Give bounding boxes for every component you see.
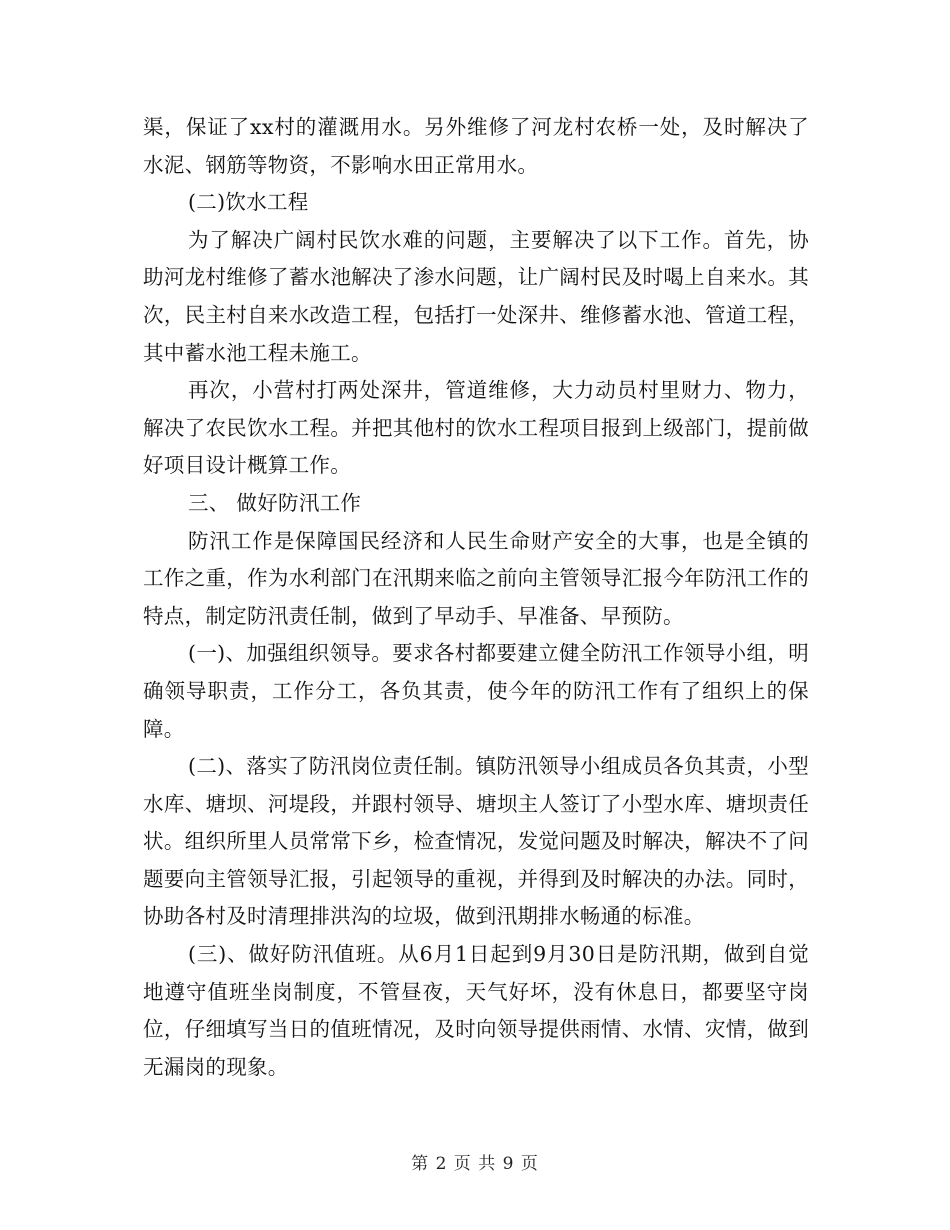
paragraph-drinking-water: 为了解决广阔村民饮水难的问题，主要解决了以下工作。首先，协助河龙村维修了蓄水池解决了渗水问题，让广阔村民及时喝上自来水。其次，民主村自来水改造工程，包括打一处深井、维修蓄水池、管道工程，其中蓄水池工程未施工。 (143, 227, 809, 365)
section-heading-flood-control: 三、 做好防汛工作 (188, 490, 362, 515)
paragraph-duty-shifts: (三)、做好防汛值班。从6月1日起到9月30日是防汛期，做到自觉地遵守值班坐岗制度，不管昼夜，天气好坏，没有休息日，都要坚守岗位，仔细填写当日的值班情况，及时向领导提供雨情、水情、灾情，做到无漏岗的现象。 (143, 942, 809, 1079)
page-number-footer: 第 2 页 共 9 页 (411, 1154, 539, 1174)
section-heading-drinking-water: (二)饮水工程 (188, 190, 309, 215)
paragraph-organization-leadership: (一)、加强组织领导。要求各村都要建立健全防汛工作领导小组，明确领导职责，工作分工，各负其责，使今年的防汛工作有了组织上的保障。 (143, 641, 809, 741)
paragraph-flood-control-intro: 防汛工作是保障国民经济和人民生命财产安全的大事，也是全镇的工作之重，作为水利部门在汛期来临之前向主管领导汇报今年防汛工作的特点，制定防汛责任制，做到了早动手、早准备、早预防。 (143, 528, 809, 628)
document-body (143, 109, 809, 1086)
paragraph-continuation: 渠，保证了xx村的灌溉用水。另外维修了河龙村农桥一处，及时解决了水泥、钢筋等物资，不影响水田正常用水。 (143, 115, 809, 177)
paragraph-responsibility-system: (二)、落实了防汛岗位责任制。镇防汛领导小组成员各负其责，小型水库、塘坝、河堤段，并跟村领导、塘坝主人签订了小型水库、塘坝责任状。组织所里人员常常下乡，检查情况，发觉问题及时解决，解决不了问题要向主管领导汇报，引起领导的重视，并得到及时解决的办法。同时，协助各村及时清理排洪沟的垃圾，做到汛期排水畅通的标准。 (143, 754, 809, 929)
paragraph-xiaoying-wells: 再次，小营村打两处深井，管道维修，大力动员村里财力、物力，解决了农民饮水工程。并把其他村的饮水工程项目报到上级部门，提前做好项目设计概算工作。 (143, 378, 809, 478)
